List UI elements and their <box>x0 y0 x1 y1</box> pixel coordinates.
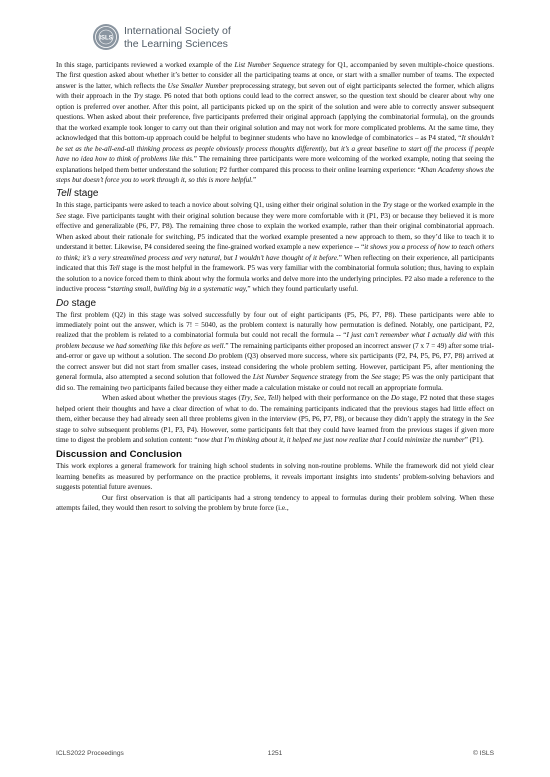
page-footer <box>56 750 494 760</box>
paragraph-tell-stage: In this stage, participants were asked to teach a novice about solving Q1, using either their original solution in the Try stage or the worked example in the See stage. Five participants taught with their original solution because they were more comfortable with it (P1, P3) or because they believed it is more effective and generalizable (P6, P7, P8). The remaining three chose to explain the worked example, rather than their original combinatorial approach. When asked about their rationale for switching, P5 indicated that the worked example presented a new approach to them, so they’d like to teach it to understand it better. Likewise, P4 considered seeing the fine-grained worked example a new experience -- “it shows you a process of how to teach others to think; it’s a very streamlined process and very natural, but I wouldn’t have thought of it before.” When reflecting on their experience, all participants indicated that this Tell stage is the most helpful in the framework. P5 was very familiar with the combinatorial formula solution; thus, having to explain the solution to a novice forced them to think about why the formula works and delve more into the underlying principles. P2 also made a reference to the inductive process “starting small, building big in a systematic way,” which they found particularly useful. <box>56 201 494 294</box>
heading-tell-stage: Tell stage <box>56 188 99 200</box>
paragraph-discussion-intro: This work explores a general framework for training high school students in solving non-routine problems. While the framework did not yield clear learning benefits as measured by performance on the practice problems, it reveals important insights into students’ problem-solving behaviors and suggests potential future avenues. <box>56 462 494 492</box>
paragraph-do-stage-reflection: When asked about whether the previous stages (Try, See, Tell) helped with their performance on the Do stage, P2 noted that these stages helped orient their thoughts and have a clear direction of what to do. The remaining participants indicated that the previous stages had little effect on them, either because they had already seen all three problems given in the interview (P5, P6, P7, P8), or because they didn’t apply the strategy in the See stage to solve subsequent problems (P1, P3, P4). However, some participants felt that they could have learned from the previous stages if given more time to digest the problem and solution content: “now that I’m thinking about it, it helped me just now realize that I could minimize the number” (P1). <box>56 394 495 444</box>
footer-copyright: © ISLS <box>473 750 494 757</box>
org-name <box>124 25 231 50</box>
footer-page-number: 1251 <box>267 750 283 757</box>
paragraph-discussion-first-observation: Our first observation is that all participants had a strong tendency to appeal to formulas during their problem solving. When these attempts failed, they would then resort to solving the problem by brute force (i.e., <box>56 493 494 513</box>
org-name-line2: the Learning Sciences <box>124 37 228 50</box>
paragraph-do-stage: The first problem (Q2) in this stage was solved successfully by four out of eight participants (P5, P6, P7, P8). These participants were able to immediately point out the answer, which is 7! = 5040, as the problem context is naturally how permutation is defined. Notably, one participant, P2, realized that the problem is related to a combinatorial formula but could not recall the formula -- “I just can’t remember what I actually did with this problem because we had something like this before as well.” The remaining participants either proposed an incorrect answer (7 x 7 = 49) after some trial-and-error or gave up without a solution. The second Do problem (Q3) observed more success, where six participants (P2, P4, P5, P6, P7, P8) arrived at the correct answer but did not start from smaller cases, instead considering the whole problem setting. However, participant P5, after mentioning the general formula, also attempted a second solution that followed the List Number Sequence strategy from the See stage; P5 was the only participant that did so. The remaining two participants failed because they either made a calculation mistake or could not recall an appropriate formula. <box>56 310 494 392</box>
org-name-line1: International Society of <box>124 25 231 37</box>
heading-discussion-conclusion: Discussion and Conclusion <box>56 449 182 461</box>
logo-mark: ISLS <box>99 35 113 42</box>
paper-body <box>56 60 494 514</box>
footer-proceedings: ICLS2022 Proceedings <box>56 750 124 757</box>
isls-logo <box>91 22 311 56</box>
paragraph-see-stage: In this stage, participants reviewed a worked example of the List Number Sequence strategy for Q1, accompanied by seven multiple-choice questions. The first question asked about whether it’s better to consider all the participating teams at once, or start with a smaller number of teams. The expected answer is the latter, which reflects the Use Smaller Number preprocessing strategy, but seven out of eight participants selected the former, which aligns with their approach in the Try stage. P6 noted that both options could lead to the correct answer, so the question text should be clearer about why one option is preferred over another. After this point, all participants picked up on the spirit of the solution and were able to correctly answer subsequent questions. When asked about their preference, five participants preferred their original approach (applying the combinatorial formula), on the grounds that the worked example took longer to carry out than their original solution and may not work for more complicated problems. At the same time, they acknowledged that this bottom-up approach could be helpful to beginner students who have no knowledge of combinatorics – as P4 stated, “It shouldn’t be set as the be-all-end-all thinking process as people obviously process thoughts differently, but it’s a great baseline to start off the process if people have no idea how to think of problems like this.” The remaining three participants were more welcoming of the worked example, noting that seeing the explanations helped them better understand the solution; P2 further compared this process to their online learning experience: “Khan Academy shows the steps but doesn’t force you to work through it, so this is more helpful.” <box>56 61 494 184</box>
heading-do-stage: Do stage <box>56 297 97 309</box>
isls-logo-icon <box>91 22 121 52</box>
